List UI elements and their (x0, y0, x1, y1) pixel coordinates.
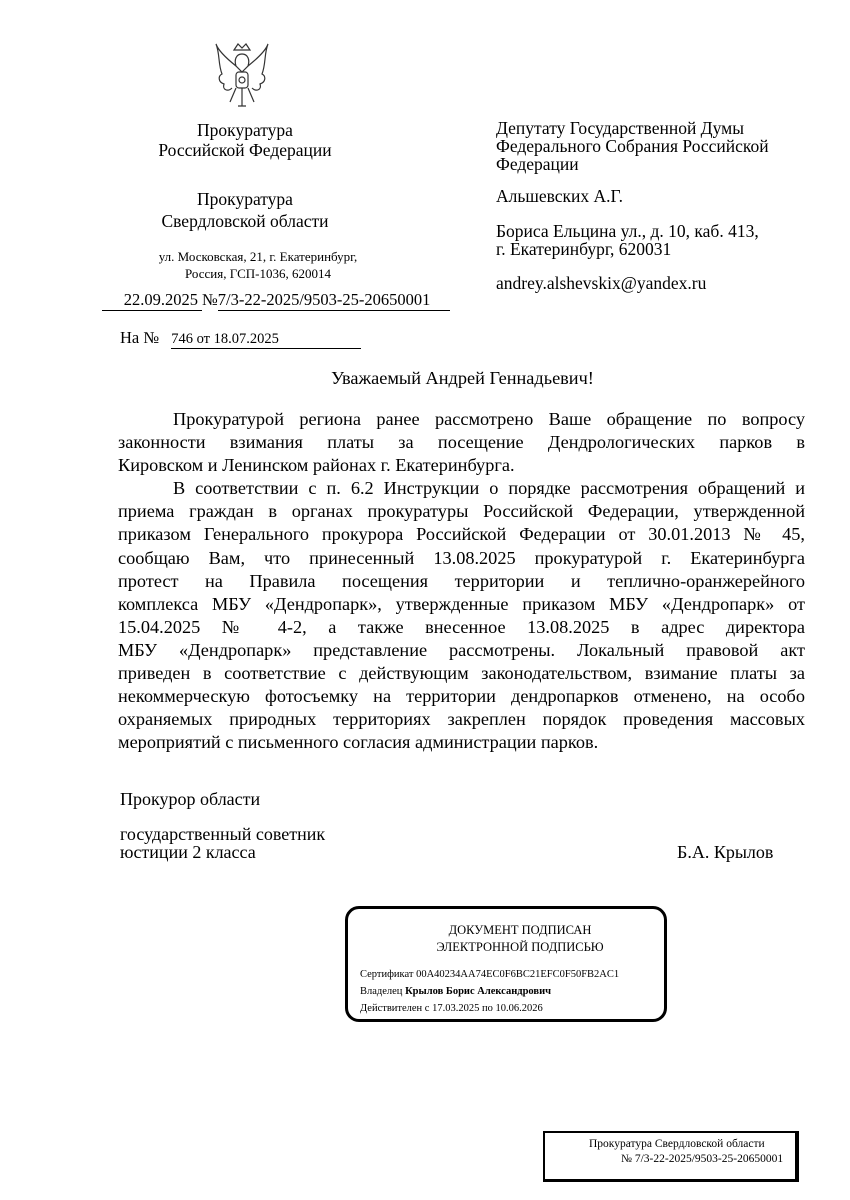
validity-row (360, 1000, 664, 1017)
body-line: комплекса МБУ «Дендропарк», утвержденные приказом МБУ «Дендропарк» от (118, 593, 805, 614)
reference-value: 746 от 18.07.2025 (171, 331, 361, 349)
signatory-name: Б.А. Крылов (677, 842, 774, 862)
valid-to-label: по (481, 1003, 493, 1014)
body-line: некоммерческую фотосъемку на территории дендропарков отменено, на особо (118, 686, 805, 707)
stamp-title-line: ДОКУМЕНТ ПОДПИСАН (448, 923, 592, 937)
body-line: охраняемых природных территориях закреплен порядок проведения массовых (118, 709, 805, 730)
org-line: Свердловской области (161, 211, 329, 231)
footer-number: 7/3-22-2025/9503-25-20650001 (634, 1153, 784, 1165)
recipient-address (496, 222, 759, 258)
body-line: Прокуратурой региона ранее рассмотрено Ваше обращение по вопросу (173, 409, 805, 429)
sender-org-federal (150, 120, 340, 160)
body-line: МБУ «Дендропарк» представление рассмотрены. Локальный правовой акт (118, 639, 805, 660)
body-line: В соответствии с п. 6.2 Инструкции о порядке рассмотрения обращений и (173, 478, 805, 499)
letter-number: 7/3-22-2025/9503-25-20650001 (218, 290, 450, 311)
org-line: Прокуратура (197, 189, 293, 209)
electronic-signature-stamp (345, 906, 667, 1022)
cert-label: Сертификат (360, 969, 414, 980)
address-line: Россия, ГСП-1036, 620014 (185, 266, 331, 281)
number-sign: № (202, 290, 218, 309)
body-line: законности взимания платы за посещение Дендрологических парков в (118, 432, 805, 453)
letter-body (118, 408, 805, 754)
body-line: Кировском и Ленинском районах г. Екатеринбурга. (118, 455, 515, 476)
stamp-details (360, 966, 664, 1017)
recipient-title (496, 119, 769, 173)
address-line: г. Екатеринбург, 620031 (496, 239, 672, 259)
sender-org-regional (140, 188, 350, 232)
salutation: Уважаемый Андрей Геннадьевич! (331, 368, 594, 388)
cert-value: 00A40234AA74EC0F6BC21EFC0F50FB2AC1 (416, 969, 620, 980)
address-line: ул. Московская, 21, г. Екатеринбург, (158, 249, 358, 264)
sender-address (120, 248, 396, 282)
valid-label: Действителен с (360, 1003, 430, 1014)
recipient-line: Депутату Государственной Думы (496, 118, 744, 138)
stamp-title-line: ЭЛЕКТРОННОЙ ПОДПИСЬЮ (436, 940, 604, 954)
recipient-name: Альшевских А.Г. (496, 186, 624, 206)
recipient-email: andrey.alshevskix@yandex.ru (496, 273, 707, 293)
address-line: Бориса Ельцина ул., д. 10, каб. 413, (496, 221, 759, 241)
registration-footer-box (543, 1131, 799, 1182)
certificate-row (360, 966, 664, 983)
signatory-rank (120, 825, 325, 861)
body-line: протест на Правила посещения территории и теплично-оранжерейного (118, 570, 805, 591)
recipient-line: Федерации (496, 154, 579, 174)
owner-label: Владелец (360, 986, 403, 997)
signatory-position: Прокурор области (120, 789, 261, 809)
body-line: мероприятий с письменного согласия администрации парков. (118, 732, 599, 753)
reference-label: На № (120, 328, 160, 347)
stamp-title (348, 922, 664, 956)
body-line: приема граждан в органах прокуратуры Российской Федерации, утвержденной (118, 501, 805, 522)
body-line: сообщаю Вам, что принесенный 13.08.2025 прокуратурой г. Екатеринбурга (118, 547, 805, 568)
footer-number-row (621, 1153, 795, 1165)
rank-line: юстиции 2 класса (120, 842, 256, 862)
body-line: приказом Генерального прокурора Российской Федерации от 30.01.2013 № 45, (118, 524, 805, 545)
letter-date: 22.09.2025 (102, 290, 202, 311)
org-line: Прокуратура (197, 120, 293, 140)
owner-row (360, 983, 664, 1000)
body-line: 15.04.2025 № 4-2, а также внесенное 13.08.2025 в адрес директора (118, 616, 805, 637)
footer-org: Прокуратура Свердловской области (589, 1138, 765, 1150)
owner-value: Крылов Борис Александрович (405, 986, 552, 997)
reference-row (120, 328, 361, 349)
body-line: приведен в соответствие с действующим законодательством, взимание платы за (118, 663, 805, 684)
valid-from: 17.03.2025 (432, 1003, 480, 1014)
number-sign: № (621, 1153, 632, 1165)
rank-line: государственный советник (120, 824, 326, 844)
valid-to: 10.06.2026 (495, 1003, 543, 1014)
coat-of-arms-emblem (212, 40, 272, 112)
org-line: Российской Федерации (158, 140, 332, 160)
recipient-line: Федерального Собрания Российской (496, 136, 769, 156)
outgoing-number-row (102, 290, 450, 311)
